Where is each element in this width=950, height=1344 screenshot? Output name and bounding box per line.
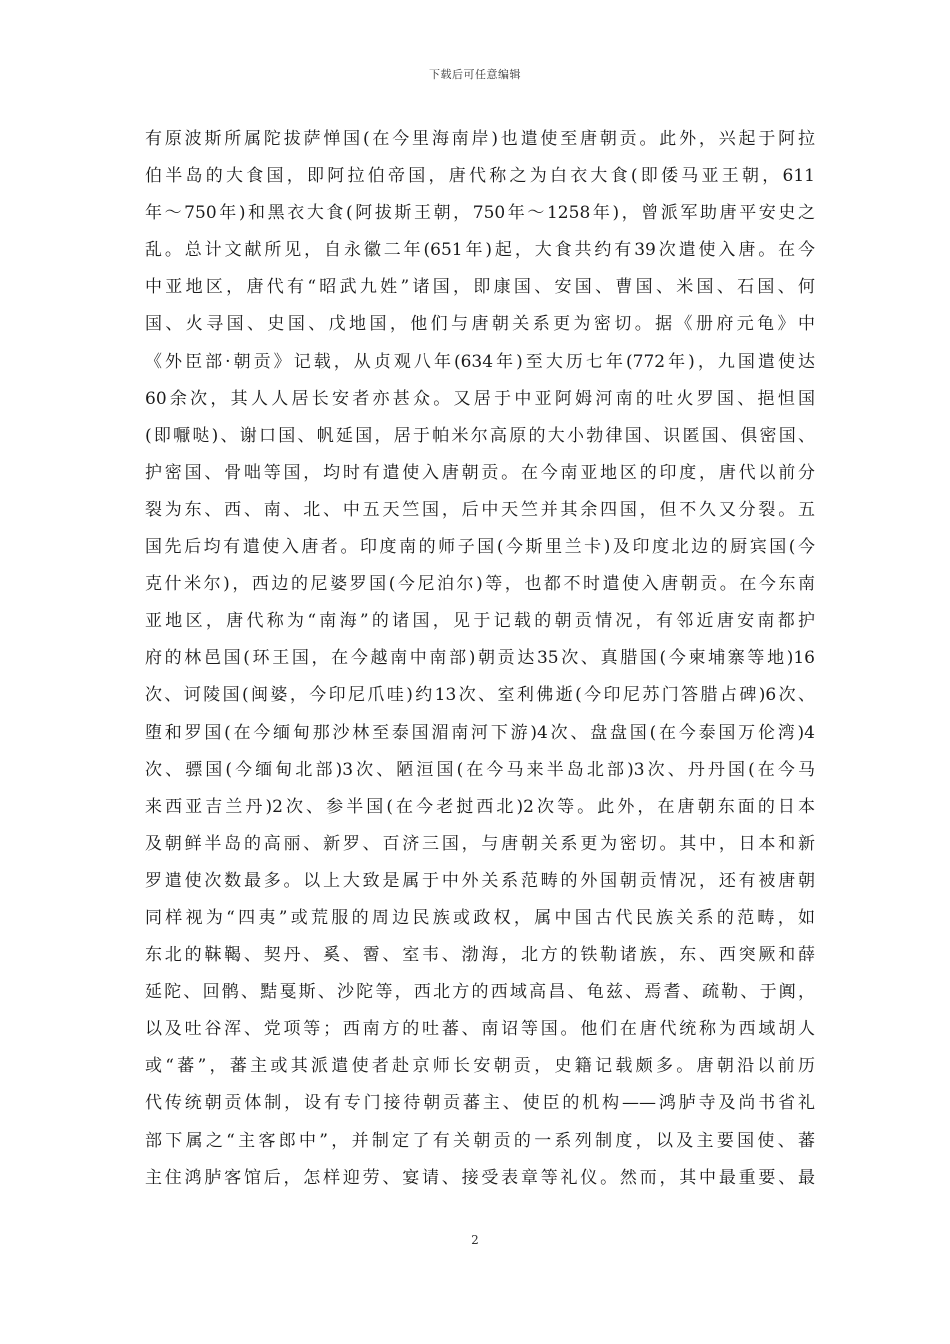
text-line: 东北的靺鞨、契丹、奚、霫、室韦、渤海，北方的铁勒诸族，东、西突厥和薛	[145, 945, 815, 966]
body-text	[145, 121, 815, 1197]
text-line: 罗遣使次数最多。以上大致是属于中外关系范畴的外国朝贡情况，还有被唐朝	[145, 870, 815, 891]
text-line: 《外臣部·朝贡》记载，从贞观八年(634年)至大历七年(772年)，九国遣使达	[145, 351, 815, 372]
text-line: 次、诃陵国(闽婆，今印尼爪哇)约13次、室利佛逝(今印尼苏门答腊占碑)6次、	[145, 685, 815, 706]
text-line: 年～750年)和黑衣大食(阿拔斯王朝，750年～1258年)，曾派军助唐平安史之	[145, 203, 815, 224]
text-line: 次、骠国(今缅甸北部)3次、陋洹国(在今马来半岛北部)3次、丹丹国(在今马	[145, 759, 815, 780]
text-line: (即嚈哒)、谢口国、帆延国，居于帕米尔高原的大小勃律国、识匿国、俱密国、	[145, 425, 815, 446]
text-line: 来西亚吉兰丹)2次、参半国(在今老挝西北)2次等。此外，在唐朝东面的日本	[145, 796, 815, 817]
text-line: 乱。总计文献所见，自永徽二年(651年)起，大食共约有39次遣使入唐。在今	[145, 240, 815, 261]
text-line: 主住鸿胪客馆后，怎样迎劳、宴请、接受表章等礼仪。然而，其中最重要、最	[145, 1167, 815, 1188]
text-line: 延陀、回鹘、黠戛斯、沙陀等，西北方的西域高昌、龟兹、焉耆、疏勒、于阗，	[145, 982, 815, 1003]
text-line: 部下属之“主客郎中”，并制定了有关朝贡的一系列制度，以及主要国使、蕃	[145, 1130, 815, 1151]
text-line: 60余次，其人人居长安者亦甚众。又居于中亚阿姆河南的吐火罗国、挹怛国	[145, 388, 815, 409]
text-line: 代传统朝贡体制，设有专门接待朝贡蕃主、使臣的机构——鸿胪寺及尚书省礼	[145, 1093, 815, 1114]
text-line: 中亚地区，唐代有“昭武九姓”诸国，即康国、安国、曹国、米国、石国、何	[145, 277, 815, 298]
page-header: 下载后可任意编辑	[429, 68, 521, 81]
page-number: 2	[471, 1233, 479, 1247]
text-line: 或“蕃”，蕃主或其派遣使者赴京师长安朝贡，史籍记载颇多。唐朝沿以前历	[145, 1056, 815, 1077]
text-line: 护密国、骨咄等国，均时有遣使入唐朝贡。在今南亚地区的印度，唐代以前分	[145, 462, 815, 483]
text-line: 国、火寻国、史国、戊地国，他们与唐朝关系更为密切。据《册府元龟》中	[145, 314, 815, 335]
text-line: 堕和罗国(在今缅甸那沙林至泰国湄南河下游)4次、盘盘国(在今泰国万伦湾)4	[145, 722, 815, 743]
text-line: 及朝鲜半岛的高丽、新罗、百济三国，与唐朝关系更为密切。其中，日本和新	[145, 833, 815, 854]
text-line: 同样视为“四夷”或荒服的周边民族或政权，属中国古代民族关系的范畴，如	[145, 907, 815, 928]
text-line: 有原波斯所属陀拔萨惮国(在今里海南岸)也遣使至唐朝贡。此外，兴起于阿拉	[145, 129, 815, 149]
text-line: 亚地区，唐代称为“南海”的诸国，见于记载的朝贡情况，有邻近唐安南都护	[145, 611, 815, 632]
text-line: 克什米尔)，西边的尼婆罗国(今尼泊尔)等，也都不时遣使入唐朝贡。在今东南	[145, 574, 815, 595]
text-line: 裂为东、西、南、北、中五天竺国，后中天竺并其余四国，但不久又分裂。五	[145, 499, 815, 520]
text-line: 府的林邑国(环王国，在今越南中南部)朝贡达35次、真腊国(今柬埔寨等地)16	[145, 648, 815, 669]
text-line: 以及吐谷浑、党项等；西南方的吐蕃、南诏等国。他们在唐代统称为西域胡人	[145, 1019, 815, 1040]
text-line: 伯半岛的大食国，即阿拉伯帝国，唐代称之为白衣大食(即倭马亚王朝，611	[145, 166, 815, 187]
text-line: 国先后均有遣使入唐者。印度南的师子国(今斯里兰卡)及印度北边的厨宾国(今	[145, 537, 815, 558]
